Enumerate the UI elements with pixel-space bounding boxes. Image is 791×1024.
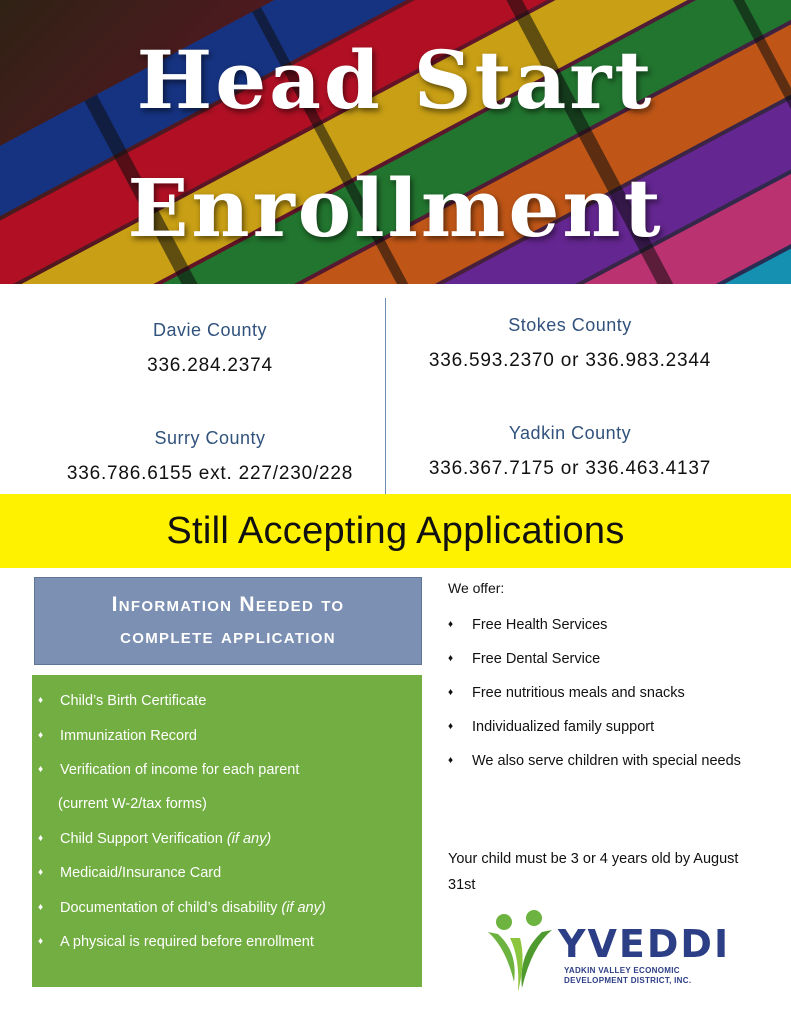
county-phone: 336.284.2374 xyxy=(147,355,273,376)
list-item-note: (if any) xyxy=(281,899,326,916)
info-heading-line-2: complete application xyxy=(120,625,336,648)
list-item: ♦ Medicaid/Insurance Card xyxy=(38,865,222,881)
diamond-bullet-icon: ♦ xyxy=(448,721,454,732)
diamond-bullet-icon: ♦ xyxy=(38,764,44,775)
logo-subtitle-line-1: YADKIN VALLEY ECONOMIC xyxy=(564,966,680,975)
county-yadkin xyxy=(395,423,745,480)
diamond-bullet-icon: ♦ xyxy=(448,755,454,766)
list-item: ♦ Child Support Verification (if any) xyxy=(38,830,272,847)
diamond-bullet-icon: ♦ xyxy=(38,867,44,878)
list-item: ♦ Verification of income for each parent (current W-2/tax forms) xyxy=(32,760,422,814)
requirements-box xyxy=(32,675,422,987)
county-name: Davie County xyxy=(152,320,268,340)
diamond-bullet-icon: ♦ xyxy=(38,832,44,844)
diamond-bullet-icon: ♦ xyxy=(448,687,454,698)
logo-subtitle xyxy=(564,966,691,986)
diamond-bullet-icon: ♦ xyxy=(38,695,44,706)
info-heading-line-1: Information Needed to xyxy=(111,593,345,616)
list-item: ♦ We also serve children with special needs xyxy=(448,748,742,774)
logo-subtitle-line-2: DEVELOPMENT DISTRICT, INC. xyxy=(564,976,692,985)
list-item-note: (if any) xyxy=(226,830,272,847)
accepting-applications-banner: Still Accepting Applications xyxy=(0,494,791,568)
list-item: ♦ A physical is required before enrollment xyxy=(38,934,314,950)
yveddi-logo xyxy=(484,908,731,996)
county-surry xyxy=(20,428,400,485)
county-phone: 336.786.6155 ext. 227/230/228 xyxy=(66,463,354,484)
age-requirement: Your child must be 3 or 4 years old by August 31st xyxy=(448,851,739,893)
list-item: ♦ Immunization Record xyxy=(38,727,197,744)
page-title-line-2: Enrollment xyxy=(127,161,664,255)
diamond-bullet-icon: ♦ xyxy=(448,653,454,664)
page-title-line-1: Head Start xyxy=(136,33,655,127)
list-item: ♦ Free nutritious meals and snacks xyxy=(448,680,768,706)
diamond-bullet-icon: ♦ xyxy=(38,901,44,913)
hero-banner xyxy=(0,0,791,284)
offer-list xyxy=(448,612,768,774)
diamond-bullet-icon: ♦ xyxy=(38,729,44,741)
requirements-list xyxy=(32,675,422,952)
county-davie xyxy=(60,320,360,377)
county-phone: 336.367.7175 or 336.463.4137 xyxy=(428,458,712,479)
diamond-bullet-icon: ♦ xyxy=(448,619,454,630)
logo-wordmark: YVEDDI xyxy=(558,922,731,966)
county-phone: 336.593.2370 or 336.983.2344 xyxy=(428,350,712,371)
offer-section xyxy=(448,580,768,893)
list-item: ♦ Child’s Birth Certificate xyxy=(38,693,207,709)
people-logo-icon xyxy=(484,908,558,996)
county-name: Yadkin County xyxy=(508,423,632,443)
list-item: ♦ Individualized family support xyxy=(448,714,768,740)
county-name: Surry County xyxy=(154,428,266,448)
list-item-subtext: (current W-2/tax forms) xyxy=(58,796,207,812)
county-name: Stokes County xyxy=(508,315,632,335)
list-item: ♦ Documentation of child’s disability (if any) xyxy=(38,899,326,916)
offer-intro: We offer: xyxy=(448,580,505,596)
county-stokes xyxy=(395,315,745,372)
list-item: ♦ Free Dental Service xyxy=(448,646,768,672)
diamond-bullet-icon: ♦ xyxy=(38,936,44,947)
list-item: ♦ Free Health Services xyxy=(448,612,768,638)
info-needed-heading xyxy=(34,577,422,665)
column-divider xyxy=(385,298,386,494)
